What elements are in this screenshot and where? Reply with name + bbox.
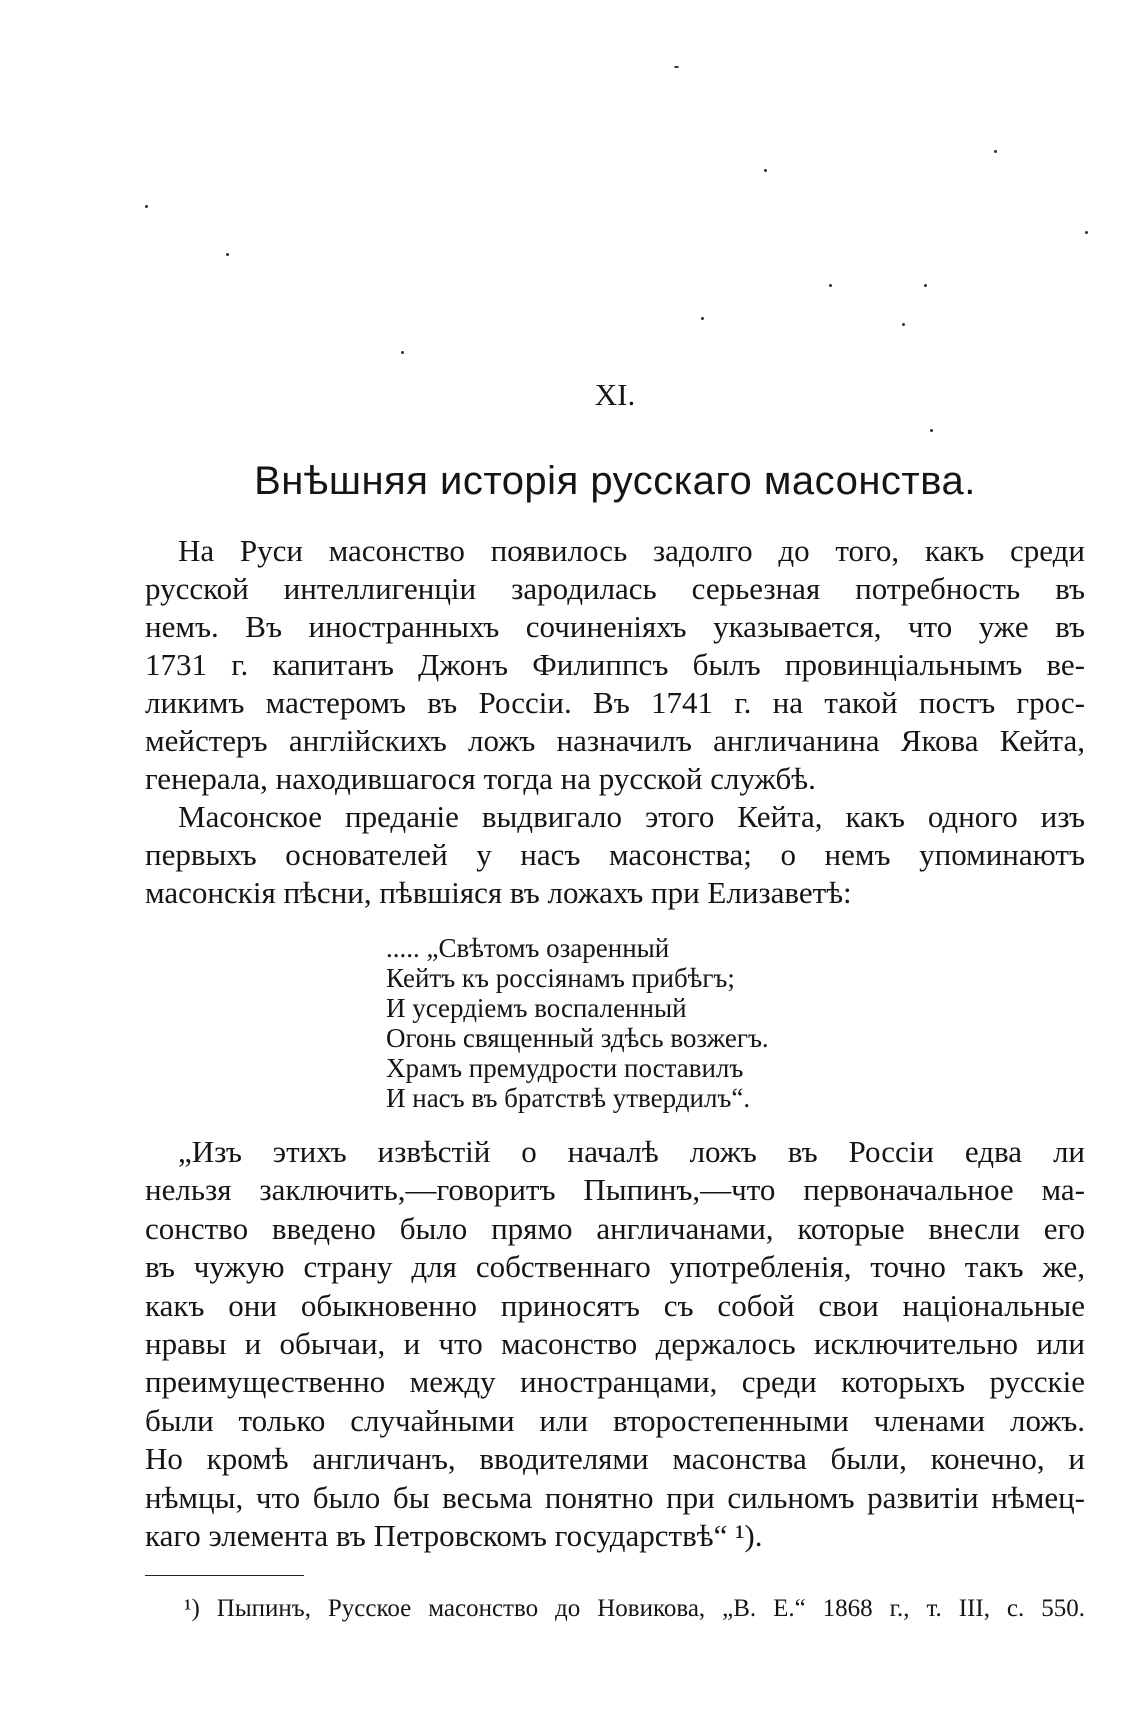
paragraph (145, 1133, 1085, 1555)
text-line: нравы и обычаи, и что масонство держалось исключительно или (145, 1326, 1085, 1362)
text-line: Масонское преданіе выдвигало этого Кейта, какъ одного изъ (178, 799, 1085, 834)
scan-speck (829, 284, 832, 287)
text-line: первыхъ основателей у насъ масонства; о немъ упоминаютъ (145, 837, 1085, 872)
text-block-lower (145, 1133, 1085, 1555)
scan-speck (701, 317, 704, 320)
text-line: масонскія пѣсни, пѣвшіяся въ ложахъ при Елизаветѣ: (145, 875, 852, 910)
poem-quote (386, 933, 769, 1113)
text-line: На Руси масонство появилось задолго до того, какъ среди (178, 533, 1085, 568)
text-block-upper (145, 532, 1085, 912)
scan-speck (902, 323, 905, 326)
poem-line: И насъ въ братствѣ утвердилъ“. (386, 1083, 751, 1113)
poem-line: Кейтъ къ россіянамъ прибѣгъ; (386, 963, 735, 993)
poem-line: Храмъ премудрости поставилъ (386, 1053, 744, 1083)
text-line: въ чужую страну для собственнаго употребленія, точно такъ же, (145, 1249, 1085, 1285)
footnote-divider (145, 1575, 304, 1576)
text-line: преимущественно между иностранцами, среди которыхъ русскіе (145, 1364, 1085, 1400)
poem-line: И усердіемъ воспаленный (386, 993, 687, 1023)
text-line: сонство введено было прямо англичанами, которые внесли его (145, 1210, 1085, 1246)
poem-line: Огонь священный здѣсь возжегъ. (386, 1023, 769, 1053)
scan-speck (764, 169, 767, 172)
poem-line: ..... „Свѣтомъ озаренный (386, 933, 670, 963)
chapter-number: XI. (594, 377, 636, 412)
paragraph (145, 798, 1085, 912)
text-line: немъ. Въ иностранныхъ сочиненіяхъ указывается, что уже въ (145, 609, 1085, 644)
scan-speck (401, 351, 404, 354)
text-line: „Изъ этихъ извѣстій о началѣ ложъ въ Россіи едва ли (178, 1134, 1085, 1169)
scan-speck (924, 284, 927, 287)
chapter-title: Внѣшняя исторія русскаго масонства. (254, 459, 976, 503)
scan-speck (226, 253, 229, 256)
text-line: каго элемента въ Петровскомъ государствѣ“ ¹). (145, 1518, 763, 1554)
footnote: ¹) Пыпинъ, Русское масонство до Новикова, „В. Е.“ 1868 г., т. III, с. 550. (184, 1595, 1085, 1622)
scan-speck (994, 150, 997, 153)
text-line: русской интеллигенціи зародилась серьезная потребность въ (145, 571, 1085, 606)
text-line: Но кромѣ англичанъ, вводителями масонства были, конечно, и (145, 1441, 1085, 1477)
scan-speck (674, 66, 679, 68)
text-line: нельзя заключить,—говоритъ Пыпинъ,—что первоначальное ма- (145, 1172, 1085, 1208)
text-line: какъ они обыкновенно приносятъ съ собой свои національные (145, 1287, 1085, 1323)
scan-speck (145, 205, 148, 208)
text-line: мейстеръ англійскихъ ложъ назначилъ англичанина Якова Кейта, (145, 723, 1085, 758)
text-line: генерала, находившагося тогда на русской службѣ. (145, 761, 816, 796)
scan-speck (930, 429, 933, 432)
text-line: 1731 г. капитанъ Джонъ Филиппсъ былъ провинціальнымъ ве- (145, 647, 1085, 682)
text-line: нѣмцы, что было бы весьма понятно при сильномъ развитіи нѣмец- (145, 1479, 1085, 1515)
text-line: были только случайными или второстепенными членами ложъ. (145, 1402, 1085, 1438)
text-line: ликимъ мастеромъ въ Россіи. Въ 1741 г. на такой постъ грос- (145, 685, 1085, 720)
scan-speck (1085, 231, 1088, 234)
paragraph (145, 532, 1085, 798)
